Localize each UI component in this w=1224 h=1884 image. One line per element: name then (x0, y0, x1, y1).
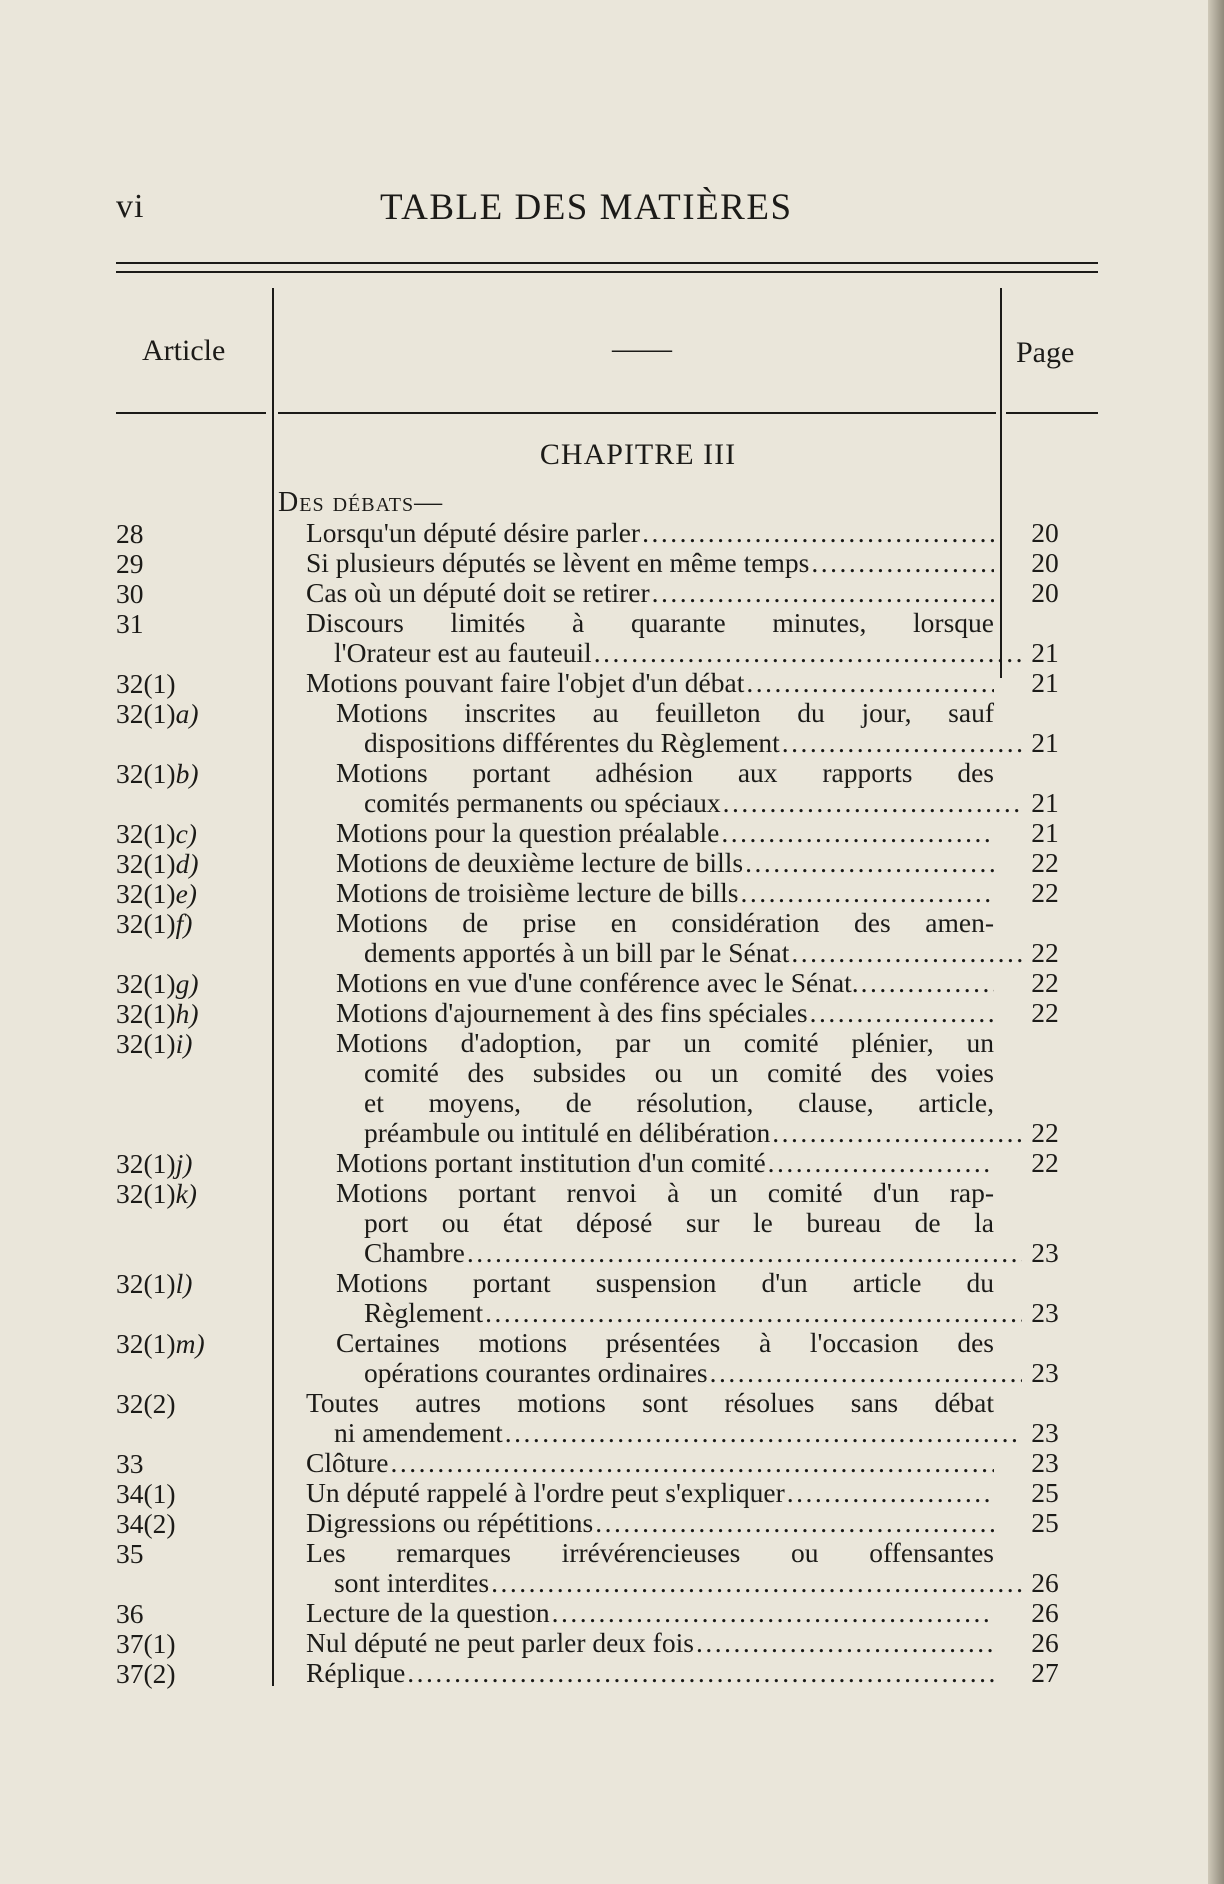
article-subsection: g) (175, 968, 199, 999)
article-main: 28 (116, 518, 144, 549)
article-subsection: d) (175, 848, 199, 879)
dot-leader (407, 1658, 994, 1688)
entry-line-last: Lorsqu'un député désire parler ..... (306, 518, 994, 548)
article-number (116, 1148, 192, 1180)
dot-leader (485, 1298, 1022, 1328)
dot-leader (810, 998, 994, 1028)
page-folio: vi (116, 188, 145, 225)
page-number: 20 (1031, 517, 1059, 548)
column-header-page: Page (1016, 336, 1075, 369)
entry-description (306, 578, 994, 608)
article-header-rule (116, 412, 266, 414)
entry-line: Motions portant renvoi à un comité d'un rap- (336, 1177, 994, 1208)
entry-line-last: Chambre ..... (336, 1238, 1022, 1268)
entry-description (306, 1538, 994, 1598)
entry-description (336, 698, 994, 758)
page-number: 25 (1031, 1477, 1059, 1508)
page-number: 26 (1031, 1597, 1059, 1628)
article-number (116, 1538, 144, 1570)
article-main: 36 (116, 1598, 144, 1629)
page-number: 23 (1031, 1237, 1059, 1268)
entry-description (306, 608, 994, 668)
page-number: 21 (1031, 727, 1059, 758)
article-main: 32(1) (116, 1178, 176, 1209)
entry-line-last: dispositions différentes du Règlement ..... (336, 728, 1022, 758)
article-main: 30 (116, 578, 144, 609)
column-header-middle: —— (612, 332, 672, 365)
dot-leader (768, 1148, 994, 1178)
entry-description (306, 1628, 994, 1658)
page-number: 21 (1031, 787, 1059, 818)
entry-line-last: préambule ou intitulé en délibération ..... (336, 1118, 1022, 1148)
page-number: 21 (1031, 817, 1059, 848)
entry-line-last: Nul député ne peut parler deux fois ..... (306, 1628, 994, 1658)
article-number (116, 518, 144, 550)
article-main: 32(1) (116, 1028, 176, 1059)
entry-description (336, 1178, 994, 1268)
dot-leader (791, 938, 1022, 968)
entry-description (336, 908, 994, 968)
article-number (116, 668, 176, 700)
article-subsection: c) (175, 818, 197, 849)
page-number: 26 (1031, 1627, 1059, 1658)
page-number: 21 (1031, 667, 1059, 698)
entry-line-last: Motions pour la question préalable ..... (336, 818, 994, 848)
chapter-title: CHAPITRE III (539, 438, 737, 471)
entry-line-last: Lecture de la question ..... (306, 1598, 994, 1628)
dot-leader (710, 1358, 1022, 1388)
article-number (116, 1478, 176, 1510)
header-double-rule-bottom (116, 271, 1098, 273)
entry-line: Motions de prise en considération des amen- (336, 907, 994, 938)
dot-leader (642, 518, 994, 548)
entry-line: Toutes autres motions sont résolues sans débat (306, 1387, 994, 1418)
article-subsection: k) (175, 1178, 197, 1209)
page-edge (1208, 0, 1224, 1884)
page-number: 22 (1031, 847, 1059, 878)
entry-line: Motions portant adhésion aux rapports des (336, 757, 994, 788)
page-number: 23 (1031, 1357, 1059, 1388)
article-main: 34(1) (116, 1478, 176, 1509)
entry-description (336, 878, 994, 908)
article-subsection: a) (175, 698, 199, 729)
article-subsection: j) (175, 1148, 193, 1179)
page-number: 20 (1031, 577, 1059, 608)
entry-line: Motions d'adoption, par un comité plénier, un (336, 1027, 994, 1058)
article-number (116, 968, 199, 1000)
article-main: 32(1) (116, 998, 176, 1029)
entry-line: Certaines motions présentées à l'occasion des (336, 1327, 994, 1358)
dot-leader (723, 788, 1022, 818)
entry-line-last: Digressions ou répétitions ..... (306, 1508, 994, 1538)
article-number (116, 1328, 205, 1360)
entry-description (336, 1148, 994, 1178)
article-main: 32(1) (116, 698, 176, 729)
entry-line-last: Règlement ..... (336, 1298, 1022, 1328)
page-header-rule (1006, 412, 1098, 414)
article-main: 32(1) (116, 968, 176, 999)
entry-description (306, 1478, 994, 1508)
page-number: 25 (1031, 1507, 1059, 1538)
entry-line-last: opérations courantes ordinaires ..... (336, 1358, 1022, 1388)
article-number (116, 1658, 176, 1690)
article-number (116, 998, 199, 1030)
article-main: 31 (116, 608, 144, 639)
running-title: TABLE DES MATIÈRES (380, 187, 793, 228)
entry-line-last: Cas où un député doit se retirer ..... (306, 578, 994, 608)
article-subsection: i) (175, 1028, 193, 1059)
entry-description (336, 818, 994, 848)
dot-leader (772, 1118, 1022, 1148)
dot-leader (861, 968, 994, 998)
page-number: 27 (1031, 1657, 1059, 1688)
dot-leader (391, 1448, 995, 1478)
article-main: 34(2) (116, 1508, 176, 1539)
entry-line: Motions portant suspension d'un article du (336, 1267, 994, 1298)
entry-line: Motions inscrites au feuilleton du jour, sauf (336, 697, 994, 728)
page-number: 22 (1031, 997, 1059, 1028)
article-subsection: m) (175, 1328, 205, 1359)
page-number: 26 (1031, 1567, 1059, 1598)
article-number (116, 698, 199, 730)
article-main: 32(2) (116, 1388, 176, 1419)
article-number (116, 1178, 197, 1210)
entry-description (306, 518, 994, 548)
dot-leader (505, 1418, 1022, 1448)
dot-leader (787, 1478, 994, 1508)
entry-line-last: dements apportés à un bill par le Sénat ..... (336, 938, 1022, 968)
article-number (116, 1388, 176, 1420)
article-main: 32(1) (116, 908, 176, 939)
article-number (116, 878, 197, 910)
entry-line-last: l'Orateur est au fauteuil ..... (306, 638, 1022, 668)
header-double-rule-top (116, 262, 1098, 264)
dot-leader (740, 878, 994, 908)
entry-line-last: sont interdites ..... (306, 1568, 1022, 1598)
entry-line-last: ni amendement ..... (306, 1418, 1022, 1448)
entry-line: Les remarques irrévérencieuses ou offensantes (306, 1537, 994, 1568)
entry-description (336, 758, 994, 818)
entry-line-last: Motions d'ajournement à des fins spéciales ..... (336, 998, 994, 1028)
dot-leader (595, 1508, 994, 1538)
entry-line: comité des subsides ou un comité des voies (364, 1057, 994, 1088)
page-number: 23 (1031, 1297, 1059, 1328)
entry-description (306, 1388, 994, 1448)
middle-header-rule (278, 412, 996, 414)
entry-description (306, 668, 994, 698)
article-main: 32(1) (116, 1268, 176, 1299)
column-divider-right (1000, 288, 1002, 678)
article-main: 32(1) (116, 878, 176, 909)
page-number: 22 (1031, 967, 1059, 998)
article-subsection: e) (175, 878, 197, 909)
dot-leader (491, 1568, 1022, 1598)
page-number: 23 (1031, 1447, 1059, 1478)
article-main: 32(1) (116, 1328, 176, 1359)
dot-leader (552, 1598, 994, 1628)
article-number (116, 758, 199, 790)
entry-line-last: Motions portant institution d'un comité ..... (336, 1148, 994, 1178)
article-subsection: f) (175, 908, 193, 939)
entry-line-last: Un député rappelé à l'ordre peut s'expliquer ..... (306, 1478, 994, 1508)
article-main: 32(1) (116, 668, 176, 699)
article-number (116, 818, 197, 850)
entry-line-last: Clôture ..... (306, 1448, 994, 1478)
page-number: 21 (1031, 637, 1059, 668)
entry-description (336, 1268, 994, 1328)
page-number: 22 (1031, 937, 1059, 968)
entry-line-last: Réplique ..... (306, 1658, 994, 1688)
entry-description (336, 848, 994, 878)
dot-leader (594, 638, 1022, 668)
entry-description (306, 1448, 994, 1478)
column-divider-left (272, 288, 274, 1686)
entry-description (306, 548, 994, 578)
entry-line-last: Motions de deuxième lecture de bills ..... (336, 848, 994, 878)
entry-line: et moyens, de résolution, clause, article, (364, 1087, 994, 1118)
entry-line-last: comités permanents ou spéciaux ..... (336, 788, 1022, 818)
entry-description (336, 968, 994, 998)
dot-leader (467, 1238, 1022, 1268)
dot-leader (811, 548, 994, 578)
dot-leader (652, 578, 994, 608)
page-number: 22 (1031, 877, 1059, 908)
article-number (116, 1028, 192, 1060)
article-subsection: l) (175, 1268, 193, 1299)
dot-leader (745, 848, 994, 878)
entry-description (306, 1508, 994, 1538)
entry-line-last: Motions en vue d'une conférence avec le Sénat. ..... (336, 968, 994, 998)
article-number (116, 578, 144, 610)
article-number (116, 608, 144, 640)
article-number (116, 1448, 144, 1480)
entry-description (336, 1328, 994, 1388)
article-main: 35 (116, 1538, 144, 1569)
article-subsection: h) (175, 998, 199, 1029)
dot-leader (696, 1628, 994, 1658)
page-number: 22 (1031, 1117, 1059, 1148)
article-number (116, 1598, 144, 1630)
entry-description (306, 1598, 994, 1628)
entry-description (336, 1028, 994, 1148)
article-main: 37(2) (116, 1658, 176, 1689)
entry-line: port ou état déposé sur le bureau de la (364, 1207, 994, 1238)
dot-leader (782, 728, 1022, 758)
dot-leader (746, 668, 994, 698)
dot-leader (721, 818, 994, 848)
entry-line-last: Motions de troisième lecture de bills ..... (336, 878, 994, 908)
article-main: 37(1) (116, 1628, 176, 1659)
section-title: DES DÉBATS— (278, 487, 444, 518)
page-number: 20 (1031, 547, 1059, 578)
article-number (116, 1628, 176, 1660)
entry-description (306, 1658, 994, 1688)
column-header-article: Article (142, 334, 226, 367)
page-number: 23 (1031, 1417, 1059, 1448)
article-number (116, 1268, 192, 1300)
article-number (116, 548, 144, 580)
entry-line-last: Motions pouvant faire l'objet d'un débat ..... (306, 668, 994, 698)
article-main: 32(1) (116, 758, 176, 789)
article-number (116, 848, 199, 880)
page-number: 22 (1031, 1147, 1059, 1178)
article-main: 33 (116, 1448, 144, 1479)
entry-description (336, 998, 994, 1028)
article-main: 32(1) (116, 848, 176, 879)
article-number (116, 908, 192, 940)
article-subsection: b) (175, 758, 199, 789)
entry-line: Discours limités à quarante minutes, lorsque (306, 607, 994, 638)
article-main: 29 (116, 548, 144, 579)
article-main: 32(1) (116, 1148, 176, 1179)
article-main: 32(1) (116, 818, 176, 849)
article-number (116, 1508, 176, 1540)
entry-line-last: Si plusieurs députés se lèvent en même temps ..... (306, 548, 994, 578)
